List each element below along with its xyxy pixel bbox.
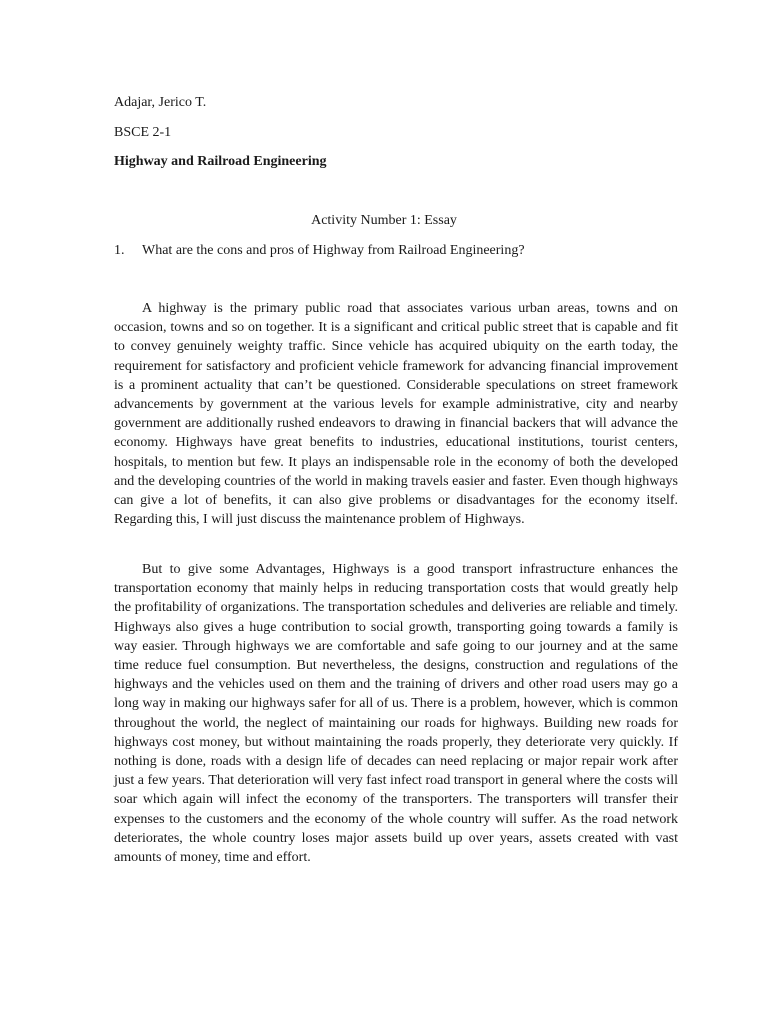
course-title: Highway and Railroad Engineering	[114, 154, 327, 169]
question-item	[114, 242, 525, 260]
author-name: Adajar, Jerico T.	[114, 95, 207, 110]
essay-paragraph-1: A highway is the primary public road that associates various urban areas, towns and on occasion, towns and so on together. It is a significant and critical public street that is capable and fit to convey genuinely weighty traffic. Since vehicle has acquired ubiquity on the earth today, the requirement for satisfactory and proficient vehicle framework for advancing financial improvement is a prominent actuality that can’t be questioned. Considerable speculations on street framework advancements by government at the various levels for example administrative, city and nearby government are additionally rushed endeavors to drawing in financial backers that will advance the economy. Highways have great benefits to industries, educational institutions, tourist centers, hospitals, to mention but few. It plays an indispensable role in the economy of both the developed and the developing countries of the world in making travels easier and faster. Even though highways can give a lot of benefits, it can also give problems or disadvantages for the economy itself. Regarding this, I will just discuss the maintenance problem of Highways.	[114, 301, 678, 528]
essay-paragraph-2: But to give some Advantages, Highways is a good transport infrastructure enhances the transportation economy that mainly helps in reducing transportation costs that would greatly help the profitability of organizations. The transportation schedules and deliveries are reliable and timely. Highways also gives a huge contribution to social growth, transporting going towards a family is way easier. Through highways we are comfortable and safe going to our journey and at the same time reduce fuel consumption. But nevertheless, the designs, construction and regulations of the highways and the vehicles used on them and the training of drivers and other road users may go a long way in making our highways safer for all of us. There is a problem, however, which is common throughout the world, the neglect of maintaining our roads for highways. Building new roads for highways cost money, but without maintaining the roads properly, they deteriorate very quickly. If nothing is done, roads with a design life of decades can need replacing or major repair work after just a few years. That deterioration will very fast infect road transport in general where the costs will soar which again will infect the economy of the transporters. The transporters will transfer their expenses to the customers and the economy of the whole country will suffer. As the road network deteriorates, the whole country loses major assets build up over years, assets created with vast amounts of money, time and effort.	[114, 562, 678, 866]
class-section: BSCE 2-1	[114, 125, 172, 140]
question-number: 1.	[114, 243, 125, 258]
question-text: What are the cons and pros of Highway from Railroad Engineering?	[142, 243, 525, 258]
essay-title: Activity Number 1: Essay	[311, 213, 457, 228]
